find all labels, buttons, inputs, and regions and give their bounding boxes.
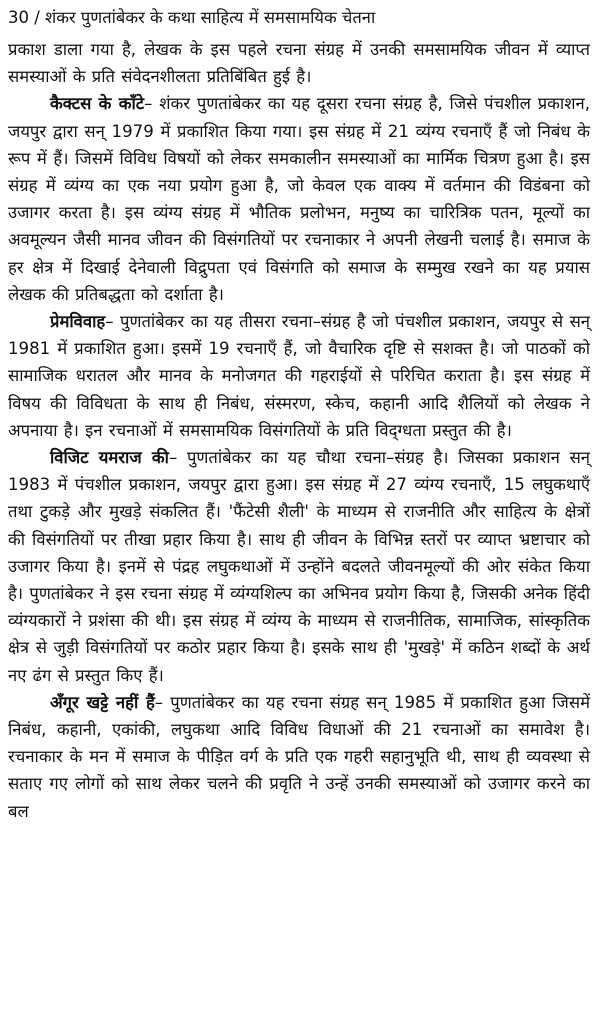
book-title-term: प्रेमविवाह — [50, 312, 106, 332]
body-text — [8, 36, 590, 825]
paragraph-text: – पुणतांबेकर का यह रचना संग्रह सन् 1985 में प्रकाशित हुआ जिसमें निबंध, कहानी, एकांकी, लघुकथा आदि विविध विधाओं की 21 रचनाओं का समावेश है। रचनाकार के मन में समाज के पीड़ित वर्ग के प्रति एक गहरी सहानुभूति थी, साथ ही व्यवस्था से सताए गए लोगों को साथ लेकर चलने की प्रवृति ने उन्हें उनकी समस्याओं को उजागर करने का बल — [8, 692, 590, 821]
paragraph-text: – पुणतांबेकर का यह तीसरा रचना–संग्रह है जो पंचशील प्रकाशन, जयपुर से सन् 1981 में प्रकाशित हुआ। इसमें 19 रचनाएँ हैं, जो वैचारिक दृष्टि से सशक्त है। जो पाठकों को सामाजिक धरातल और मानव के मनोजगत की गहराईयों से परिचित कराता है। इस संग्रह में विषय की विविधता के साथ ही निबंध, संस्मरण, स्केच, कहानी आदि शैलियों को लेखक ने अपनाया है। इन रचनाओं में समसामयिक विसंगतियों के प्रति विद्ग्धता प्रस्तुत की है। — [8, 312, 590, 440]
paragraph-text: – पुणतांबेकर का यह चौथा रचना–संग्रह है। जिसका प्रकाशन सन् 1983 में पंचशील प्रकाशन, जयपुर द्वारा हुआ। इस संग्रह में 27 व्यंग्य रचनाएँ, 15 लघुकथाएँ तथा टुकड़े और मुखड़े संकलित हैं। 'फैंटेसी शैली' के माध्यम से राजनीति और साहित्य के क्षेत्रों की विसंगतियों पर तीखा प्रहार किया है। साथ ही जीवन के विभिन्न स्तरों पर व्याप्त भ्रष्टाचार को उजागर किया है। इनमें से पंद्रह लघुकथाओं में उन्होंने बदलते जीवनमूल्यों की ओर संकेत किया है। पुणतांबेकर ने इस रचना संग्रह में व्यंग्यशिल्प का अभिनव प्रयोग किया है, जिसकी अनेक हिंदी व्यंग्यकारों ने प्रशंसा की थी। इस संग्रह में व्यंग्य के माध्यम से राजनीतिक, सामाजिक, सांस्कृतिक क्षेत्र से जुड़ी विसंगतियों पर कठोर प्रहार किया है। इसके साथ ही 'मुखड़े' में कठिन शब्दों के अर्थ नए ढंग से प्रस्तुत किए हैं। — [8, 448, 590, 685]
book-title-term: विजिट यमराज की — [50, 448, 169, 468]
book-title-term: अँगूर खट्टे नहीं हैं — [50, 692, 155, 712]
paragraph-visit-yamraj — [8, 444, 590, 689]
paragraph-premvivah — [8, 308, 590, 444]
book-title-term: कैक्टस के काँटे — [50, 94, 145, 114]
running-head: 30 / शंकर पुणतांबेकर के कथा साहित्य में समसामयिक चेतना — [8, 8, 376, 27]
paragraph-cactus — [8, 90, 590, 308]
paragraph-text: – शंकर पुणतांबेकर का यह दूसरा रचना संग्रह है, जिसे पंचशील प्रकाशन, जयपुर द्वारा सन् 1979 में प्रकाशित किया गया। इस संग्रह में 21 व्यंग्य रचनाएँ हैं जो निबंध के रूप में हैं। जिसमें विविध विषयों को लेकर समकालीन समस्याओं का मार्मिक चित्रण हुआ है। इस संग्रह में व्यंग्य का एक नया प्रयोग हुआ है, जो केवल एक वाक्य में वर्तमान की विडंबना को उजागर करता है। इस व्यंग्य संग्रह में भौतिक प्रलोभन, मनुष्य का चारित्रिक पतन, मूल्यों का अवमूल्यन जैसी मानव जीवन की विसंगतियों पर रचनाकार ने अपनी लेखनी चलाई है। समाज के हर क्षेत्र में दिखाई देनेवाली विद्रुपता एवं विसंगति को समाज के सम्मुख रखने का यह प्रयास लेखक की प्रतिबद्धता को दर्शाता है। — [8, 94, 590, 304]
paragraph-continuation — [8, 36, 590, 90]
paragraph-text: प्रकाश डाला गया है, लेखक के इस पहले रचना संग्रह में उनकी समसामयिक जीवन में व्याप्त समस्याओं के प्रति संवेदनशीलता प्रतिबिंबित हुई है। — [8, 40, 590, 87]
paragraph-angoor — [8, 689, 590, 825]
